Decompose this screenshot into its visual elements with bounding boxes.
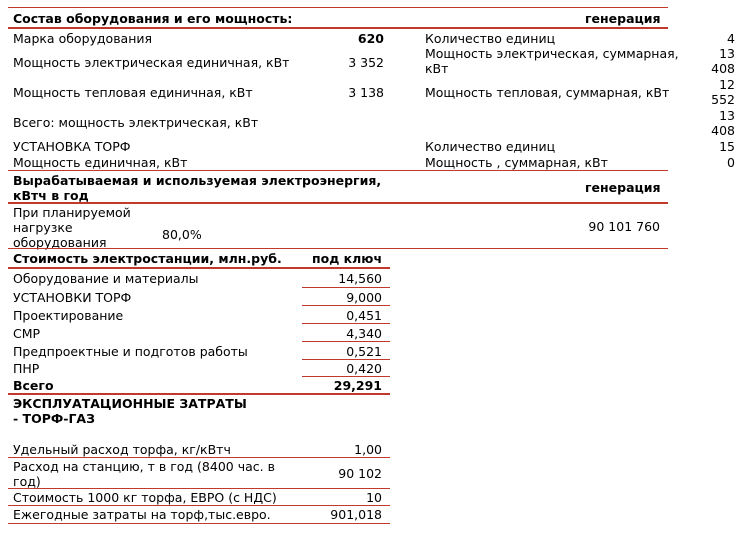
opex-row-label: Ежегодные затраты на торф,тыс.евро. <box>13 507 271 522</box>
section1-generation-header: генерация <box>585 11 661 26</box>
unit-count-value: 4 <box>727 31 735 46</box>
peat-unit-power-label: Мощность единичная, кВт <box>13 155 188 170</box>
cost-row-value: 0,420 <box>346 361 382 376</box>
cost-row-value: 0,451 <box>346 308 382 323</box>
section1-title: Состав оборудования и его мощность: <box>13 11 293 26</box>
cost-row-label: Предпроектные и подготов работы <box>13 344 248 359</box>
opex-row-rule <box>8 457 390 458</box>
cost-total-label: Всего <box>13 378 54 393</box>
total-elec-label: Всего: мощность электрическая, кВт <box>13 115 259 130</box>
heat-unit-label: Мощность тепловая единичная, кВт <box>13 85 253 100</box>
opex-row-label: Удельный расход торфа, кг/кВтч <box>13 442 231 457</box>
section1-header-rule <box>8 27 668 29</box>
cost-row-rule <box>302 287 390 288</box>
peat-total-power-label: Мощность , суммарная, кВт <box>425 155 608 170</box>
elec-total-value: 13 408 <box>711 46 735 76</box>
section4-title-line2: - ТОРФ-ГАЗ <box>13 411 95 426</box>
cost-row-label: СМР <box>13 326 41 341</box>
opex-row-rule <box>8 488 390 489</box>
cost-row-rule <box>302 305 390 306</box>
opex-row-label: Стоимость 1000 кг торфа, ЕВРО (с НДС) <box>13 490 277 505</box>
opex-row-label: Расход на станцию, т в год (8400 час. в год) <box>13 459 275 489</box>
section4-title-line1: ЭКСПЛУАТАЦИОННЫЕ ЗАТРАТЫ <box>13 396 247 411</box>
opex-row-value: 1,00 <box>354 442 382 457</box>
load-label: При планируемой нагрузке оборудования <box>13 205 131 250</box>
section3-column-header: под ключ <box>312 251 383 266</box>
opex-row-rule <box>8 505 390 506</box>
section1-top-rule <box>8 7 668 8</box>
section3-title: Стоимость электростанции, млн.руб. <box>13 251 282 266</box>
peat-count-value: 15 <box>719 139 735 154</box>
section2-header-rule <box>8 202 668 204</box>
energy-value: 90 101 760 <box>588 219 660 234</box>
cost-row-value: 0,521 <box>346 344 382 359</box>
section3-header-rule <box>8 267 390 269</box>
section2-title: Вырабатываемая и используемая электроэнергия, кВтч в год <box>13 173 382 203</box>
brand-label: Марка оборудования <box>13 31 153 46</box>
heat-total-label: Мощность тепловая, суммарная, кВт <box>425 85 670 100</box>
section2-generation-header: генерация <box>585 180 661 195</box>
peat-count-label: Количество единиц <box>425 139 556 154</box>
cost-row-value: 4,340 <box>346 326 382 341</box>
peat-install-label: УСТАНОВКА ТОРФ <box>13 139 131 154</box>
elec-total-label: Мощность электрическая, суммарная, кВт <box>425 46 679 76</box>
elec-unit-value: 3 352 <box>348 55 384 70</box>
cost-row-value: 9,000 <box>346 290 382 305</box>
opex-row-value: 901,018 <box>330 507 382 522</box>
cost-total-value: 29,291 <box>333 378 382 393</box>
opex-row-rule <box>8 523 390 524</box>
cost-row-rule <box>302 376 390 377</box>
heat-unit-value: 3 138 <box>348 85 384 100</box>
elec-unit-label: Мощность электрическая единичная, кВт <box>13 55 290 70</box>
cost-row-label: Проектирование <box>13 308 124 323</box>
peat-total-power-value: 0 <box>727 155 735 170</box>
load-value: 80,0% <box>162 227 202 242</box>
opex-row-value: 90 102 <box>338 466 382 481</box>
unit-count-label: Количество единиц <box>425 31 556 46</box>
cost-row-label: Оборудование и материалы <box>13 271 199 286</box>
heat-total-value: 12 552 <box>711 77 735 107</box>
section2-top-rule <box>8 170 668 171</box>
cost-row-rule <box>302 323 390 324</box>
total-elec-value: 13 408 <box>711 108 735 138</box>
cost-row-value: 14,560 <box>338 271 382 286</box>
cost-row-rule <box>302 341 390 342</box>
section3-top-rule <box>8 248 668 249</box>
cost-total-rule <box>8 393 390 395</box>
brand-value: 620 <box>357 31 384 46</box>
cost-row-label: ПНР <box>13 361 40 376</box>
cost-row-rule <box>302 359 390 360</box>
cost-row-label: УСТАНОВКИ ТОРФ <box>13 290 132 305</box>
opex-row-value: 10 <box>366 490 382 505</box>
